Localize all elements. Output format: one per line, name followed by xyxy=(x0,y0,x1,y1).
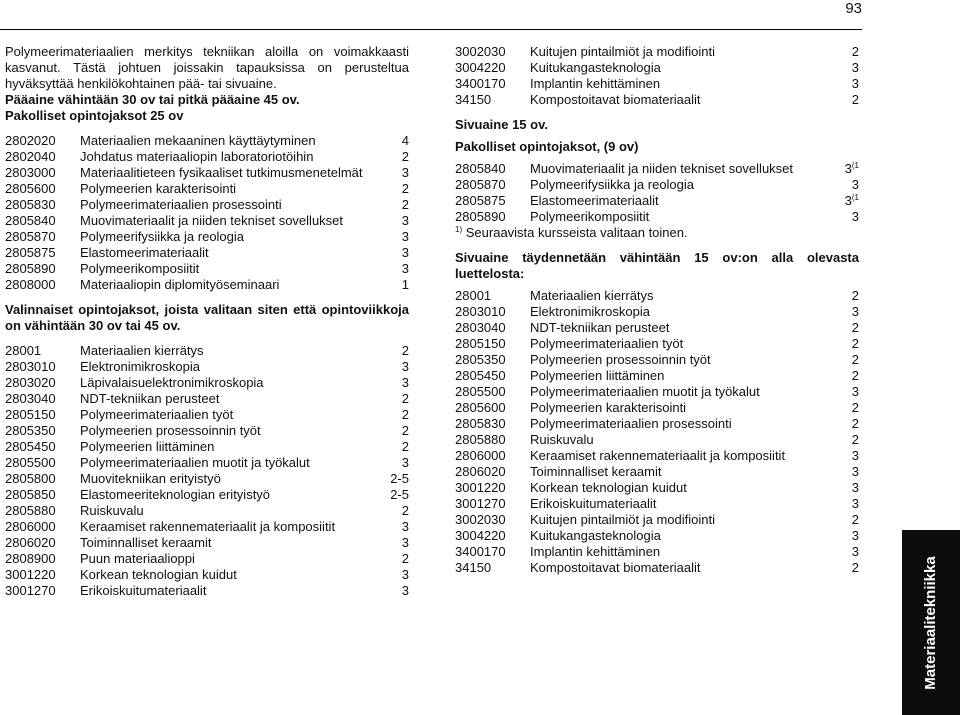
credit-value: 3 xyxy=(851,464,859,479)
course-credits xyxy=(400,423,409,439)
course-credits xyxy=(850,177,859,193)
course-credits xyxy=(850,448,859,464)
credit-value: 3 xyxy=(851,384,859,399)
course-credits xyxy=(388,487,409,503)
credit-value: 3 xyxy=(401,583,409,598)
course-credits xyxy=(843,161,859,177)
credit-value: 3 xyxy=(401,535,409,550)
course-code: 3400170 xyxy=(455,544,506,559)
credit-value: 3 xyxy=(401,165,409,180)
credit-value: 3 xyxy=(401,213,409,228)
course-credits xyxy=(400,245,409,261)
course-credits xyxy=(400,277,409,293)
course-name: Korkean teknologian kuidut xyxy=(80,567,237,582)
course-name: Polymeerimateriaalien prosessointi xyxy=(80,197,282,212)
course-row xyxy=(5,423,409,439)
course-row xyxy=(455,368,859,384)
credit-value: 2 xyxy=(851,512,859,527)
course-code: 2803010 xyxy=(5,359,56,374)
page-number: 93 xyxy=(845,0,862,17)
credit-value: 3 xyxy=(844,193,852,208)
course-credits xyxy=(400,229,409,245)
course-code: 34150 xyxy=(455,92,492,107)
course-row xyxy=(455,384,859,400)
minor-compulsory-heading: Pakolliset opintojaksot, (9 ov) xyxy=(455,139,639,154)
course-credits xyxy=(400,535,409,551)
course-row xyxy=(455,320,859,336)
credit-value: 3 xyxy=(851,60,859,75)
course-credits xyxy=(400,375,409,391)
compulsory-courses-heading: Pakolliset opintojaksot 25 ov xyxy=(5,108,184,123)
course-credits xyxy=(400,439,409,455)
credit-value: 2 xyxy=(401,197,409,212)
intro-paragraph: Polymeerimateriaalien merkitys tekniikan aloilla on voimakkaasti kasvanut. Tästä johtuen joissakin tapauksissa on perusteltua hyväksyttää henkilökohtainen pää- tai sivuaine. xyxy=(5,44,409,91)
course-name: Polymeerien prosessoinnin työt xyxy=(80,423,261,438)
course-name: Elektronimikroskopia xyxy=(530,304,650,319)
course-name: Kuitukangasteknologia xyxy=(530,60,661,75)
course-credits xyxy=(850,400,859,416)
course-code: 2805890 xyxy=(455,209,506,224)
course-row xyxy=(455,352,859,368)
credit-value: 2-5 xyxy=(390,487,409,502)
course-row xyxy=(455,528,859,544)
course-row xyxy=(5,133,409,149)
header-rule xyxy=(0,29,862,30)
course-row xyxy=(455,448,859,464)
course-code: 2806000 xyxy=(5,519,56,534)
course-code: 2805150 xyxy=(5,407,56,422)
course-code: 2805500 xyxy=(5,455,56,470)
course-row xyxy=(5,245,409,261)
optional-course-list xyxy=(5,343,409,599)
credit-value: 2 xyxy=(851,416,859,431)
course-name: Puun materiaalioppi xyxy=(80,551,195,566)
footnote-text: Seuraavista kursseista valitaan toinen. xyxy=(465,225,688,240)
course-name: Polymeerikomposiitit xyxy=(80,261,200,276)
course-row xyxy=(5,149,409,165)
course-code: 3001270 xyxy=(455,496,506,511)
course-row xyxy=(455,544,859,560)
course-row xyxy=(455,92,859,108)
course-code: 2805875 xyxy=(455,193,506,208)
course-row xyxy=(5,375,409,391)
minor-optional-course-list xyxy=(455,288,859,576)
course-credits xyxy=(400,583,409,599)
credit-value: 2 xyxy=(851,320,859,335)
course-row xyxy=(455,44,859,60)
course-row xyxy=(5,165,409,181)
course-name: Polymeerifysiikka ja reologia xyxy=(530,177,695,192)
course-row xyxy=(5,277,409,293)
course-code: 2805875 xyxy=(5,245,56,260)
course-name: Materiaalitieteen fysikaaliset tutkimusmenetelmät xyxy=(80,165,363,180)
course-row xyxy=(5,567,409,583)
optional-courses-heading: Valinnaiset opintojaksot, joista valitaan siten että opintoviikkoja on vähintään 30 ov tai 45 ov. xyxy=(5,302,409,333)
course-credits xyxy=(850,44,859,60)
course-name: Implantin kehittäminen xyxy=(530,76,661,91)
left-column xyxy=(5,44,409,599)
credit-value: 3 xyxy=(851,544,859,559)
course-code: 2805880 xyxy=(5,503,56,518)
course-row xyxy=(455,400,859,416)
credit-value: 3 xyxy=(401,519,409,534)
credit-value: 2 xyxy=(851,432,859,447)
compulsory-course-list xyxy=(5,133,409,293)
main-subject-heading: Pääaine vähintään 30 ov tai pitkä pääaine 45 ov. xyxy=(5,92,300,107)
course-credits xyxy=(850,464,859,480)
credit-value: 3 xyxy=(851,496,859,511)
course-row xyxy=(455,76,859,92)
course-row xyxy=(5,439,409,455)
course-code: 2805150 xyxy=(455,336,506,351)
course-name: Polymeerimateriaalien työt xyxy=(530,336,684,351)
course-row xyxy=(5,535,409,551)
course-row xyxy=(5,471,409,487)
course-code: 2803020 xyxy=(5,375,56,390)
course-code: 2805890 xyxy=(5,261,56,276)
credit-value: 2 xyxy=(401,503,409,518)
course-code: 2805830 xyxy=(5,197,56,212)
course-name: Ruiskuvalu xyxy=(530,432,594,447)
course-row xyxy=(5,213,409,229)
course-credits xyxy=(850,544,859,560)
course-credits xyxy=(400,213,409,229)
course-code: 2805450 xyxy=(455,368,506,383)
course-credits xyxy=(850,352,859,368)
course-name: NDT-tekniikan perusteet xyxy=(530,320,670,335)
side-tab xyxy=(902,530,960,715)
credit-value: 3 xyxy=(851,480,859,495)
course-code: 2805600 xyxy=(5,181,56,196)
credit-value: 2 xyxy=(851,44,859,59)
course-name: Implantin kehittäminen xyxy=(530,544,661,559)
credit-value: 3 xyxy=(401,567,409,582)
credit-value: 2 xyxy=(851,352,859,367)
credit-value: 3 xyxy=(851,304,859,319)
course-code: 2806000 xyxy=(455,448,506,463)
course-code: 3400170 xyxy=(455,76,506,91)
course-code: 2805800 xyxy=(5,471,56,486)
course-code: 2805500 xyxy=(455,384,506,399)
course-credits xyxy=(400,391,409,407)
course-credits xyxy=(850,560,859,576)
course-name: Ruiskuvalu xyxy=(80,503,144,518)
course-row xyxy=(5,487,409,503)
credit-value: 2 xyxy=(851,400,859,415)
course-row xyxy=(455,512,859,528)
course-row xyxy=(455,560,859,576)
course-credits xyxy=(850,288,859,304)
course-name: Kuitujen pintailmiöt ja modifiointi xyxy=(530,512,715,527)
course-code: 2803040 xyxy=(5,391,56,406)
course-row xyxy=(455,480,859,496)
footnote-ref: (1 xyxy=(851,193,859,202)
course-name: Polymeerien prosessoinnin työt xyxy=(530,352,711,367)
course-row xyxy=(5,455,409,471)
course-credits xyxy=(850,320,859,336)
course-row xyxy=(5,261,409,277)
footnote xyxy=(455,225,859,241)
course-row xyxy=(5,359,409,375)
course-credits xyxy=(400,551,409,567)
course-credits xyxy=(400,519,409,535)
course-row xyxy=(5,407,409,423)
course-credits xyxy=(850,384,859,400)
course-name: Toiminnalliset keraamit xyxy=(80,535,212,550)
course-name: Korkean teknologian kuidut xyxy=(530,480,687,495)
credit-value: 2 xyxy=(401,391,409,406)
course-code: 28001 xyxy=(455,288,492,303)
course-row xyxy=(5,181,409,197)
course-name: Keraamiset rakennemateriaalit ja komposiitit xyxy=(530,448,786,463)
course-name: Kuitujen pintailmiöt ja modifiointi xyxy=(530,44,715,59)
credit-value: 2 xyxy=(851,336,859,351)
course-name: Muovimateriaalit ja niiden tekniset sovellukset xyxy=(80,213,344,228)
footnote-ref: (1 xyxy=(851,161,859,170)
course-credits xyxy=(400,455,409,471)
course-code: 2802020 xyxy=(5,133,56,148)
course-code: 3001220 xyxy=(5,567,56,582)
course-code: 3004220 xyxy=(455,528,506,543)
credit-value: 3 xyxy=(401,229,409,244)
course-name: Elastomeerimateriaalit xyxy=(80,245,209,260)
course-name: Kuitukangasteknologia xyxy=(530,528,661,543)
course-row xyxy=(5,391,409,407)
course-row xyxy=(455,209,859,225)
credit-value: 3 xyxy=(851,177,859,192)
continued-course-list xyxy=(455,44,859,108)
course-credits xyxy=(400,261,409,277)
course-name: Toiminnalliset keraamit xyxy=(530,464,662,479)
course-name: Polymeerikomposiitit xyxy=(530,209,650,224)
course-credits xyxy=(850,496,859,512)
course-row xyxy=(455,464,859,480)
course-name: Muovitekniikan erityistyö xyxy=(80,471,221,486)
course-name: Polymeerimateriaalien muotit ja työkalut xyxy=(530,384,760,399)
credit-value: 2 xyxy=(851,288,859,303)
course-name: Polymeerien karakterisointi xyxy=(80,181,237,196)
credit-value: 2 xyxy=(851,92,859,107)
course-code: 2808000 xyxy=(5,277,56,292)
course-row xyxy=(5,343,409,359)
credit-value: 3 xyxy=(401,455,409,470)
course-code: 2805350 xyxy=(455,352,506,367)
course-row xyxy=(5,197,409,213)
credit-value: 3 xyxy=(401,261,409,276)
course-row xyxy=(455,496,859,512)
course-credits xyxy=(850,92,859,108)
course-name: Läpivalaisuelektronimikroskopia xyxy=(80,375,264,390)
course-credits xyxy=(400,407,409,423)
course-credits xyxy=(388,471,409,487)
course-row xyxy=(5,583,409,599)
course-credits xyxy=(850,512,859,528)
course-credits xyxy=(400,197,409,213)
course-name: Erikoiskuitumateriaalit xyxy=(80,583,207,598)
credit-value: 3 xyxy=(851,76,859,91)
course-credits xyxy=(850,368,859,384)
minor-compulsory-course-list xyxy=(455,161,859,225)
course-row xyxy=(5,551,409,567)
course-code: 3002030 xyxy=(455,44,506,59)
course-row xyxy=(455,336,859,352)
course-name: Erikoiskuitumateriaalit xyxy=(530,496,657,511)
course-code: 3001270 xyxy=(5,583,56,598)
course-name: Polymeerien liittäminen xyxy=(530,368,665,383)
course-name: Keraamiset rakennemateriaalit ja komposiitit xyxy=(80,519,336,534)
course-code: 3002030 xyxy=(455,512,506,527)
course-code: 2805840 xyxy=(5,213,56,228)
course-credits xyxy=(850,416,859,432)
course-code: 3001220 xyxy=(455,480,506,495)
course-code: 2805840 xyxy=(455,161,506,176)
course-name: Polymeerifysiikka ja reologia xyxy=(80,229,245,244)
credit-value: 2 xyxy=(401,149,409,164)
course-name: Kompostoitavat biomateriaalit xyxy=(530,92,701,107)
course-credits xyxy=(400,181,409,197)
course-name: Kompostoitavat biomateriaalit xyxy=(530,560,701,575)
credit-value: 3 xyxy=(851,528,859,543)
course-row xyxy=(5,229,409,245)
course-credits xyxy=(850,480,859,496)
course-code: 2805880 xyxy=(455,432,506,447)
credit-value: 2 xyxy=(401,423,409,438)
credit-value: 4 xyxy=(401,133,409,148)
footnote-mark: 1) xyxy=(455,225,463,234)
course-credits xyxy=(400,503,409,519)
course-code: 2805830 xyxy=(455,416,506,431)
credit-value: 2 xyxy=(401,551,409,566)
course-code: 2803040 xyxy=(455,320,506,335)
side-tab-label: Materiaalitekniikka xyxy=(922,555,939,690)
credit-value: 2 xyxy=(401,181,409,196)
course-row xyxy=(455,288,859,304)
course-credits xyxy=(400,343,409,359)
course-row xyxy=(455,177,859,193)
credit-value: 1 xyxy=(401,277,409,292)
course-credits xyxy=(850,336,859,352)
course-code: 28001 xyxy=(5,343,42,358)
course-code: 2805870 xyxy=(455,177,506,192)
course-code: 2808900 xyxy=(5,551,56,566)
course-row xyxy=(455,304,859,320)
course-credits xyxy=(850,304,859,320)
credit-value: 2 xyxy=(401,407,409,422)
minor-subject-heading: Sivuaine 15 ov. xyxy=(455,117,548,132)
course-credits xyxy=(843,193,859,209)
course-code: 2805870 xyxy=(5,229,56,244)
course-row xyxy=(455,60,859,76)
credit-value: 3 xyxy=(851,448,859,463)
course-name: Materiaalien kierrätys xyxy=(530,288,654,303)
course-name: Materiaaliopin diplomityöseminaari xyxy=(80,277,280,292)
course-credits xyxy=(850,528,859,544)
credit-value: 2 xyxy=(401,343,409,358)
course-name: Elektronimikroskopia xyxy=(80,359,200,374)
course-name: Polymeerimateriaalien työt xyxy=(80,407,234,422)
course-credits xyxy=(850,60,859,76)
course-code: 34150 xyxy=(455,560,492,575)
course-credits xyxy=(850,432,859,448)
course-credits xyxy=(400,149,409,165)
credit-value: 2 xyxy=(851,368,859,383)
course-credits xyxy=(400,567,409,583)
course-code: 3004220 xyxy=(455,60,506,75)
course-name: Polymeerien liittäminen xyxy=(80,439,215,454)
course-row xyxy=(5,503,409,519)
credit-value: 3 xyxy=(851,209,859,224)
course-row xyxy=(455,416,859,432)
credit-value: 2 xyxy=(851,560,859,575)
course-name: Polymeerimateriaalien muotit ja työkalut xyxy=(80,455,310,470)
course-name: Polymeerimateriaalien prosessointi xyxy=(530,416,732,431)
course-code: 2805850 xyxy=(5,487,56,502)
course-credits xyxy=(850,76,859,92)
minor-optional-heading: Sivuaine täydennetään vähintään 15 ov:on alla olevasta luettelosta: xyxy=(455,250,859,281)
course-code: 2806020 xyxy=(5,535,56,550)
course-credits xyxy=(850,209,859,225)
course-credits xyxy=(400,165,409,181)
credit-value: 3 xyxy=(401,359,409,374)
credit-value: 3 xyxy=(401,375,409,390)
course-name: NDT-tekniikan perusteet xyxy=(80,391,220,406)
credit-value: 2-5 xyxy=(390,471,409,486)
course-code: 2805350 xyxy=(5,423,56,438)
course-row xyxy=(5,519,409,535)
credit-value: 2 xyxy=(401,439,409,454)
course-code: 2805450 xyxy=(5,439,56,454)
credit-value: 3 xyxy=(401,245,409,260)
course-row xyxy=(455,432,859,448)
course-code: 2802040 xyxy=(5,149,56,164)
course-name: Elastomeeriteknologian erityistyö xyxy=(80,487,271,502)
course-name: Materiaalien kierrätys xyxy=(80,343,204,358)
course-code: 2803010 xyxy=(455,304,506,319)
course-name: Muovimateriaalit ja niiden tekniset sovellukset xyxy=(530,161,794,176)
course-credits xyxy=(400,359,409,375)
course-name: Johdatus materiaaliopin laboratoriotöihin xyxy=(80,149,314,164)
course-code: 2803000 xyxy=(5,165,56,180)
course-name: Elastomeerimateriaalit xyxy=(530,193,659,208)
course-credits xyxy=(400,133,409,149)
right-column xyxy=(455,44,859,576)
course-code: 2806020 xyxy=(455,464,506,479)
course-name: Materiaalien mekaaninen käyttäytyminen xyxy=(80,133,316,148)
course-row xyxy=(455,193,859,209)
course-row xyxy=(455,161,859,177)
course-code: 2805600 xyxy=(455,400,506,415)
credit-value: 3 xyxy=(844,161,852,176)
course-name: Polymeerien karakterisointi xyxy=(530,400,687,415)
